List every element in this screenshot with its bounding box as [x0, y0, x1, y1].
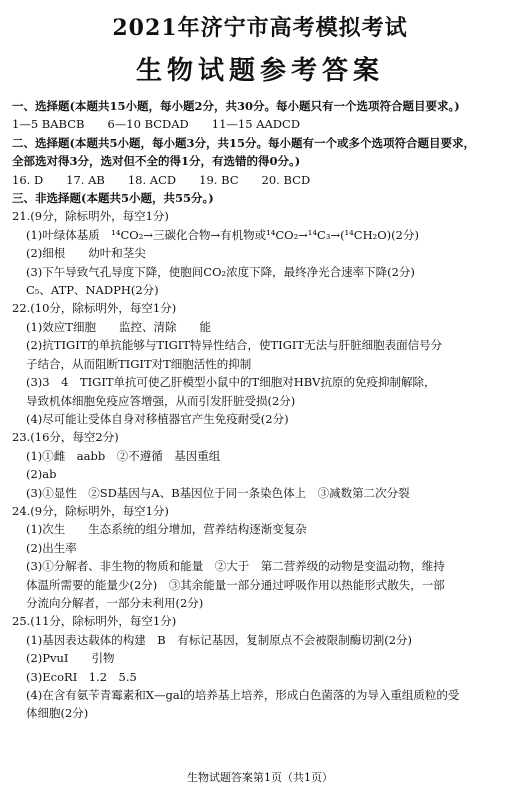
- question-header: 23.(16分，每空2分): [12, 430, 119, 445]
- answer-line: (3)下午导致气孔导度下降，使胞间CO₂浓度下降，最终净光合速率下降(2分): [26, 264, 415, 279]
- answer-line: (3)EcoRⅠ 1.2 5.5: [26, 669, 137, 684]
- section-heading: 一、选择题(本题共15小题，每小题2分，共30分。每小题只有一个选项符合题目要求。): [12, 99, 460, 113]
- answer-line: (1)①雌 aabb ②不遵循 基因重组: [26, 448, 221, 463]
- answer-body: [12, 97, 512, 723]
- answer-line: 分流向分解者，一部分未利用(2分): [26, 595, 204, 610]
- answer-line: (2)抗TIGIT的单抗能够与TIGIT特异性结合，使TIGIT无法与肝脏细胞表面信号分: [26, 338, 443, 353]
- answer-line: (3)①分解者、非生物的物质和能量 ②大于 第二营养级的动物是变温动物，维持: [26, 559, 445, 574]
- question-header: 22.(10分，除标明外，每空1分): [12, 301, 177, 316]
- document-title: 生物试题参考答案: [135, 56, 384, 86]
- answer-line: 体细胞(2分): [26, 706, 89, 721]
- answer-line: (2)细根 幼叶和茎尖: [26, 246, 146, 261]
- answer-line: 导致机体细胞免疫应答增强，从而引发肝脏受损(2分): [26, 393, 296, 408]
- answer-line: (4)尽可能让受体自身对移植器官产生免疫耐受(2分): [26, 411, 289, 426]
- answer-line: 16. D 17. AB 18. ACD 19. BC 20. BCD: [12, 172, 311, 187]
- answer-line: (2)PvuⅠ 引物: [26, 651, 115, 666]
- answer-line: 1—5 BABCB 6—10 BCDAD 11—15 AADCD: [12, 117, 301, 132]
- answer-line: (1)次生 生态系统的组分增加，营养结构逐渐变复杂: [26, 522, 307, 537]
- section-heading: 三、非选择题(本题共5小题，共55分。): [12, 191, 214, 206]
- answer-line: (2)ab: [26, 467, 57, 482]
- section-heading: 二、选择题(本题共5小题，每小题3分，共15分。每小题有一个或多个选项符合题目要求，: [12, 135, 475, 150]
- answer-line: 子结合，从而阻断TIGIT对T细胞活性的抑制: [26, 356, 252, 371]
- answer-line: (1)效应T细胞 监控、清除 能: [26, 319, 211, 334]
- question-header: 24.(9分，除标明外，每空1分): [12, 503, 169, 518]
- answer-line: (1)基因表达载体的构建 B 有标记基因，复制原点不会被限制酶切割(2分): [26, 632, 413, 647]
- section-heading-cont: 全部选对得3分，选对但不全的得1分，有选错的得0分。): [12, 154, 301, 169]
- question-header: 25.(11分，除标明外，每空1分): [12, 614, 177, 629]
- answer-line: (4)在含有氨苄青霉素和X—gal的培养基上培养，形成白色菌落的为导入重组质粒的受: [26, 688, 460, 702]
- answer-line: C₅、ATP、NADPH(2分): [26, 283, 159, 298]
- answer-line: (3)①显性 ②SD基因与A、B基因位于同一条染色体上 ③减数第二次分裂: [26, 485, 410, 500]
- answer-line: (2)出生率: [26, 540, 77, 555]
- page-footer: 生物试题答案第1页（共1页）: [187, 771, 333, 784]
- answer-line: (1)叶绿体基质 ¹⁴CO₂→三碳化合物→有机物或¹⁴CO₂→¹⁴C₃→(¹⁴CH₂O)(2分): [26, 227, 419, 242]
- exam-title: 2021年济宁市高考模拟考试: [112, 15, 408, 41]
- question-header: 21.(9分，除标明外，每空1分): [12, 209, 169, 224]
- answer-line: 体温所需要的能量少(2分) ③其余能量一部分通过呼吸作用以热能形式散失，一部: [26, 577, 445, 592]
- answer-line: (3)3 4 TIGIT单抗可使乙肝模型小鼠中的T细胞对HBV抗原的免疫抑制解除，: [26, 375, 436, 390]
